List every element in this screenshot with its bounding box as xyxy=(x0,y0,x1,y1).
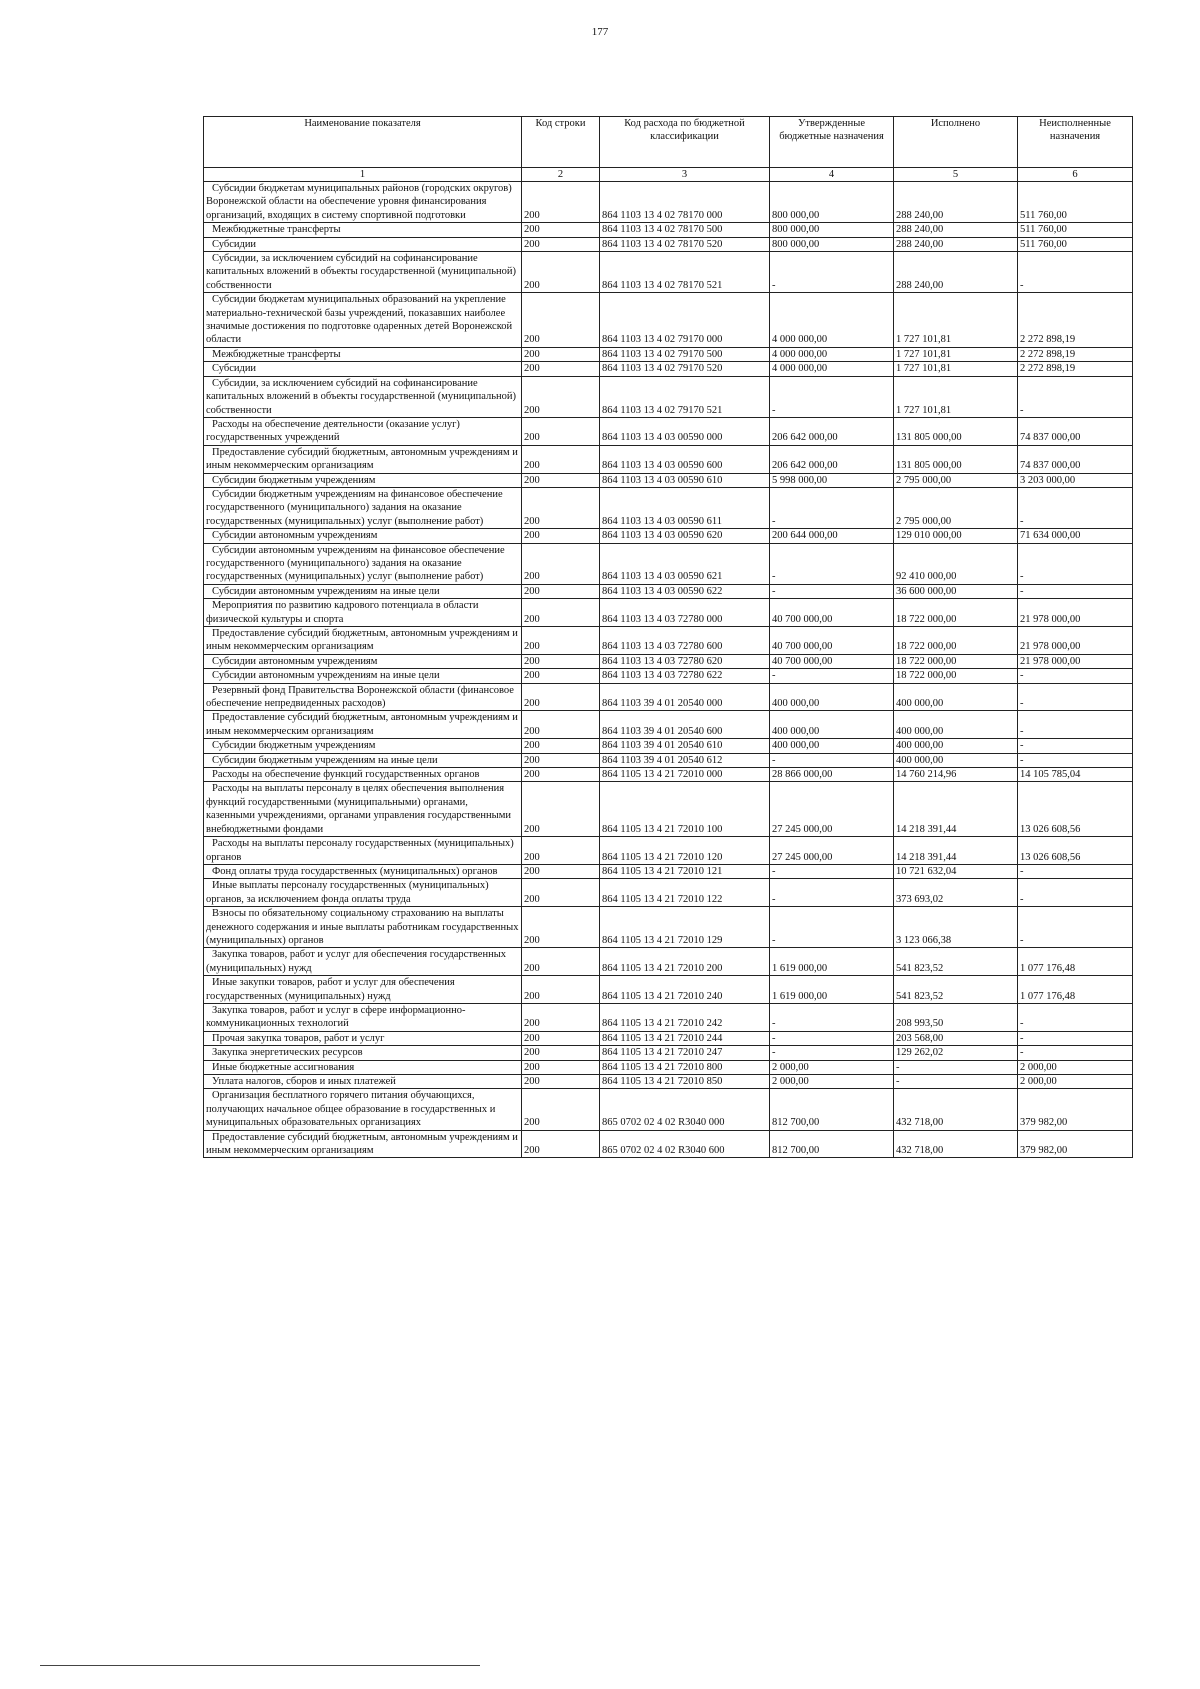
executed-amount-cell: 288 240,00 xyxy=(894,223,1018,237)
unexecuted-amount-cell: 3 203 000,00 xyxy=(1018,473,1133,487)
approved-amount-cell: - xyxy=(770,753,894,767)
expense-code-cell: 864 1105 13 4 21 72010 850 xyxy=(600,1075,770,1089)
executed-amount-cell: 14 760 214,96 xyxy=(894,768,1018,782)
table-row xyxy=(204,376,1133,417)
table-row xyxy=(204,237,1133,251)
approved-amount-cell: 812 700,00 xyxy=(770,1089,894,1130)
executed-amount-cell: - xyxy=(894,1075,1018,1089)
approved-amount-cell: 400 000,00 xyxy=(770,739,894,753)
line-code-cell: 200 xyxy=(522,584,600,598)
executed-amount-cell: 432 718,00 xyxy=(894,1130,1018,1158)
expense-code-cell: 864 1103 39 4 01 20540 610 xyxy=(600,739,770,753)
line-code-cell: 200 xyxy=(522,293,600,348)
unexecuted-amount-cell: - xyxy=(1018,584,1133,598)
unexecuted-amount-cell: - xyxy=(1018,376,1133,417)
indicator-name-cell: Расходы на выплаты персоналу в целях обеспечения выполнения функций государственными (муниципальными) органами, казенными учреждениями, органами управления государственными внебюджетными фондами xyxy=(204,782,522,837)
expense-code-cell: 864 1105 13 4 21 72010 121 xyxy=(600,864,770,878)
executed-amount-cell: 373 693,02 xyxy=(894,879,1018,907)
table-row xyxy=(204,417,1133,445)
column-number: 4 xyxy=(770,168,894,182)
line-code-cell: 200 xyxy=(522,529,600,543)
unexecuted-amount-cell: 1 077 176,48 xyxy=(1018,976,1133,1004)
expense-code-cell: 864 1105 13 4 21 72010 100 xyxy=(600,782,770,837)
approved-amount-cell: 27 245 000,00 xyxy=(770,837,894,865)
line-code-cell: 200 xyxy=(522,711,600,739)
approved-amount-cell: 200 644 000,00 xyxy=(770,529,894,543)
table-row xyxy=(204,1089,1133,1130)
expense-code-cell: 864 1103 13 4 03 72780 622 xyxy=(600,669,770,683)
table-row xyxy=(204,1003,1133,1031)
line-code-cell: 200 xyxy=(522,768,600,782)
approved-amount-cell: - xyxy=(770,487,894,528)
executed-amount-cell: 18 722 000,00 xyxy=(894,654,1018,668)
approved-amount-cell: 4 000 000,00 xyxy=(770,347,894,361)
line-code-cell: 200 xyxy=(522,362,600,376)
indicator-name-cell: Субсидии xyxy=(204,237,522,251)
line-code-cell: 200 xyxy=(522,654,600,668)
table-row xyxy=(204,782,1133,837)
unexecuted-amount-cell: 2 272 898,19 xyxy=(1018,362,1133,376)
indicator-name-cell: Уплата налогов, сборов и иных платежей xyxy=(204,1075,522,1089)
line-code-cell: 200 xyxy=(522,1046,600,1060)
approved-amount-cell: 2 000,00 xyxy=(770,1060,894,1074)
indicator-name-cell: Прочая закупка товаров, работ и услуг xyxy=(204,1031,522,1045)
table-row xyxy=(204,445,1133,473)
header-expense-code: Код расхода по бюджетной классификации xyxy=(600,117,770,168)
column-number: 6 xyxy=(1018,168,1133,182)
indicator-name-cell: Иные выплаты персоналу государственных (муниципальных) органов, за исключением фонда оплаты труда xyxy=(204,879,522,907)
executed-amount-cell: 2 795 000,00 xyxy=(894,473,1018,487)
unexecuted-amount-cell: - xyxy=(1018,543,1133,584)
executed-amount-cell: 129 010 000,00 xyxy=(894,529,1018,543)
table-row xyxy=(204,473,1133,487)
indicator-name-cell: Межбюджетные трансферты xyxy=(204,347,522,361)
unexecuted-amount-cell: - xyxy=(1018,1031,1133,1045)
approved-amount-cell: - xyxy=(770,584,894,598)
expense-code-cell: 864 1103 13 4 02 78170 520 xyxy=(600,237,770,251)
approved-amount-cell: 40 700 000,00 xyxy=(770,599,894,627)
executed-amount-cell: 400 000,00 xyxy=(894,739,1018,753)
indicator-name-cell: Иные закупки товаров, работ и услуг для обеспечения государственных (муниципальных) нужд xyxy=(204,976,522,1004)
approved-amount-cell: - xyxy=(770,864,894,878)
approved-amount-cell: 800 000,00 xyxy=(770,237,894,251)
line-code-cell: 200 xyxy=(522,669,600,683)
line-code-cell: 200 xyxy=(522,1130,600,1158)
unexecuted-amount-cell: - xyxy=(1018,1046,1133,1060)
indicator-name-cell: Субсидии автономным учреждениям на иные цели xyxy=(204,584,522,598)
expense-code-cell: 864 1105 13 4 21 72010 244 xyxy=(600,1031,770,1045)
budget-execution-table xyxy=(203,116,1133,1158)
approved-amount-cell: 40 700 000,00 xyxy=(770,627,894,655)
expense-code-cell: 864 1103 39 4 01 20540 000 xyxy=(600,683,770,711)
unexecuted-amount-cell: - xyxy=(1018,907,1133,948)
table-row xyxy=(204,837,1133,865)
expense-code-cell: 864 1105 13 4 21 72010 242 xyxy=(600,1003,770,1031)
executed-amount-cell: 288 240,00 xyxy=(894,252,1018,293)
unexecuted-amount-cell: 379 982,00 xyxy=(1018,1130,1133,1158)
unexecuted-amount-cell: 13 026 608,56 xyxy=(1018,837,1133,865)
indicator-name-cell: Предоставление субсидий бюджетным, автономным учреждениям и иным некоммерческим организациям xyxy=(204,445,522,473)
unexecuted-amount-cell: - xyxy=(1018,711,1133,739)
line-code-cell: 200 xyxy=(522,237,600,251)
indicator-name-cell: Закупка товаров, работ и услуг для обеспечения государственных (муниципальных) нужд xyxy=(204,948,522,976)
table-row xyxy=(204,654,1133,668)
unexecuted-amount-cell: 2 272 898,19 xyxy=(1018,293,1133,348)
executed-amount-cell: 400 000,00 xyxy=(894,753,1018,767)
expense-code-cell: 864 1103 13 4 02 78170 500 xyxy=(600,223,770,237)
expense-code-cell: 864 1103 13 4 03 00590 000 xyxy=(600,417,770,445)
expense-code-cell: 864 1103 13 4 02 78170 521 xyxy=(600,252,770,293)
unexecuted-amount-cell: - xyxy=(1018,739,1133,753)
indicator-name-cell: Расходы на обеспечение деятельности (оказание услуг) государственных учреждений xyxy=(204,417,522,445)
line-code-cell: 200 xyxy=(522,1060,600,1074)
executed-amount-cell: 10 721 632,04 xyxy=(894,864,1018,878)
approved-amount-cell: 400 000,00 xyxy=(770,711,894,739)
indicator-name-cell: Резервный фонд Правительства Воронежской области (финансовое обеспечение непредвиденных расходов) xyxy=(204,683,522,711)
indicator-name-cell: Организация бесплатного горячего питания обучающихся, получающих начальное общее образование в государственных и муниципальных образовательных организациях xyxy=(204,1089,522,1130)
executed-amount-cell: 541 823,52 xyxy=(894,948,1018,976)
table-row xyxy=(204,683,1133,711)
expense-code-cell: 864 1105 13 4 21 72010 122 xyxy=(600,879,770,907)
table-row xyxy=(204,627,1133,655)
unexecuted-amount-cell: 1 077 176,48 xyxy=(1018,948,1133,976)
table-row xyxy=(204,1060,1133,1074)
executed-amount-cell: 14 218 391,44 xyxy=(894,837,1018,865)
expense-code-cell: 864 1103 13 4 02 78170 000 xyxy=(600,182,770,223)
approved-amount-cell: - xyxy=(770,879,894,907)
indicator-name-cell: Взносы по обязательному социальному страхованию на выплаты денежного содержания и иные выплаты работникам государственных (муниципальных) органов xyxy=(204,907,522,948)
indicator-name-cell: Субсидии, за исключением субсидий на софинансирование капитальных вложений в объекты государственной (муниципальной) собственности xyxy=(204,376,522,417)
table-row xyxy=(204,584,1133,598)
indicator-name-cell: Субсидии, за исключением субсидий на софинансирование капитальных вложений в объекты государственной (муниципальной) собственности xyxy=(204,252,522,293)
unexecuted-amount-cell: - xyxy=(1018,683,1133,711)
executed-amount-cell: 18 722 000,00 xyxy=(894,669,1018,683)
unexecuted-amount-cell: 71 634 000,00 xyxy=(1018,529,1133,543)
indicator-name-cell: Субсидии автономным учреждениям xyxy=(204,529,522,543)
approved-amount-cell: - xyxy=(770,669,894,683)
expense-code-cell: 864 1105 13 4 21 72010 200 xyxy=(600,948,770,976)
indicator-name-cell: Фонд оплаты труда государственных (муниципальных) органов xyxy=(204,864,522,878)
line-code-cell: 200 xyxy=(522,543,600,584)
approved-amount-cell: 1 619 000,00 xyxy=(770,976,894,1004)
line-code-cell: 200 xyxy=(522,879,600,907)
table-header-row xyxy=(204,117,1133,168)
approved-amount-cell: 400 000,00 xyxy=(770,683,894,711)
approved-amount-cell: - xyxy=(770,376,894,417)
table-row xyxy=(204,1075,1133,1089)
expense-code-cell: 864 1103 13 4 03 72780 000 xyxy=(600,599,770,627)
executed-amount-cell: 1 727 101,81 xyxy=(894,293,1018,348)
expense-code-cell: 865 0702 02 4 02 R3040 000 xyxy=(600,1089,770,1130)
executed-amount-cell: 18 722 000,00 xyxy=(894,627,1018,655)
indicator-name-cell: Субсидии xyxy=(204,362,522,376)
line-code-cell: 200 xyxy=(522,739,600,753)
line-code-cell: 200 xyxy=(522,837,600,865)
expense-code-cell: 864 1103 13 4 02 79170 500 xyxy=(600,347,770,361)
header-executed: Исполнено xyxy=(894,117,1018,168)
indicator-name-cell: Закупка энергетических ресурсов xyxy=(204,1046,522,1060)
table-row xyxy=(204,768,1133,782)
approved-amount-cell: - xyxy=(770,1031,894,1045)
executed-amount-cell: 131 805 000,00 xyxy=(894,445,1018,473)
line-code-cell: 200 xyxy=(522,753,600,767)
column-number: 1 xyxy=(204,168,522,182)
table-row xyxy=(204,347,1133,361)
expense-code-cell: 864 1103 13 4 03 00590 610 xyxy=(600,473,770,487)
executed-amount-cell: 400 000,00 xyxy=(894,683,1018,711)
executed-amount-cell: 1 727 101,81 xyxy=(894,347,1018,361)
indicator-name-cell: Предоставление субсидий бюджетным, автономным учреждениям и иным некоммерческим организациям xyxy=(204,627,522,655)
approved-amount-cell: 4 000 000,00 xyxy=(770,362,894,376)
expense-code-cell: 864 1105 13 4 21 72010 247 xyxy=(600,1046,770,1060)
indicator-name-cell: Субсидии бюджетным учреждениям xyxy=(204,739,522,753)
indicator-name-cell: Субсидии автономным учреждениям xyxy=(204,654,522,668)
column-number: 5 xyxy=(894,168,1018,182)
indicator-name-cell: Субсидии автономным учреждениям на финансовое обеспечение государственного (муниципального) задания на оказание государственных (муниципальных) услуг (выполнение работ) xyxy=(204,543,522,584)
expense-code-cell: 864 1103 13 4 02 79170 000 xyxy=(600,293,770,348)
expense-code-cell: 864 1105 13 4 21 72010 120 xyxy=(600,837,770,865)
indicator-name-cell: Расходы на обеспечение функций государственных органов xyxy=(204,768,522,782)
header-approved: Утвержденные бюджетные назначения xyxy=(770,117,894,168)
indicator-name-cell: Субсидии бюджетным учреждениям на иные цели xyxy=(204,753,522,767)
table-row xyxy=(204,907,1133,948)
unexecuted-amount-cell: 21 978 000,00 xyxy=(1018,654,1133,668)
expense-code-cell: 864 1103 13 4 03 00590 621 xyxy=(600,543,770,584)
executed-amount-cell: 400 000,00 xyxy=(894,711,1018,739)
line-code-cell: 200 xyxy=(522,683,600,711)
indicator-name-cell: Предоставление субсидий бюджетным, автономным учреждениям и иным некоммерческим организациям xyxy=(204,1130,522,1158)
unexecuted-amount-cell: - xyxy=(1018,487,1133,528)
line-code-cell: 200 xyxy=(522,473,600,487)
approved-amount-cell: - xyxy=(770,1003,894,1031)
indicator-name-cell: Субсидии бюджетным учреждениям на финансовое обеспечение государственного (муниципального) задания на оказание государственных (муниципальных) услуг (выполнение работ) xyxy=(204,487,522,528)
approved-amount-cell: 800 000,00 xyxy=(770,182,894,223)
expense-code-cell: 864 1105 13 4 21 72010 129 xyxy=(600,907,770,948)
table-row xyxy=(204,362,1133,376)
line-code-cell: 200 xyxy=(522,487,600,528)
executed-amount-cell: - xyxy=(894,1060,1018,1074)
table-row xyxy=(204,1130,1133,1158)
unexecuted-amount-cell: - xyxy=(1018,864,1133,878)
unexecuted-amount-cell: 14 105 785,04 xyxy=(1018,768,1133,782)
unexecuted-amount-cell: - xyxy=(1018,669,1133,683)
line-code-cell: 200 xyxy=(522,782,600,837)
approved-amount-cell: 206 642 000,00 xyxy=(770,445,894,473)
line-code-cell: 200 xyxy=(522,182,600,223)
table-row xyxy=(204,529,1133,543)
table-row xyxy=(204,487,1133,528)
executed-amount-cell: 14 218 391,44 xyxy=(894,782,1018,837)
indicator-name-cell: Иные бюджетные ассигнования xyxy=(204,1060,522,1074)
table-row xyxy=(204,252,1133,293)
table-row xyxy=(204,864,1133,878)
table-row xyxy=(204,223,1133,237)
column-number: 2 xyxy=(522,168,600,182)
indicator-name-cell: Субсидии автономным учреждениям на иные цели xyxy=(204,669,522,683)
line-code-cell: 200 xyxy=(522,376,600,417)
executed-amount-cell: 432 718,00 xyxy=(894,1089,1018,1130)
line-code-cell: 200 xyxy=(522,223,600,237)
table-row xyxy=(204,543,1133,584)
unexecuted-amount-cell: 21 978 000,00 xyxy=(1018,599,1133,627)
unexecuted-amount-cell: 2 000,00 xyxy=(1018,1075,1133,1089)
approved-amount-cell: 1 619 000,00 xyxy=(770,948,894,976)
approved-amount-cell: - xyxy=(770,1046,894,1060)
executed-amount-cell: 131 805 000,00 xyxy=(894,417,1018,445)
approved-amount-cell: 40 700 000,00 xyxy=(770,654,894,668)
unexecuted-amount-cell: - xyxy=(1018,753,1133,767)
table-row xyxy=(204,753,1133,767)
line-code-cell: 200 xyxy=(522,417,600,445)
table-row xyxy=(204,879,1133,907)
executed-amount-cell: 288 240,00 xyxy=(894,237,1018,251)
unexecuted-amount-cell: 74 837 000,00 xyxy=(1018,445,1133,473)
indicator-name-cell: Межбюджетные трансферты xyxy=(204,223,522,237)
unexecuted-amount-cell: 511 760,00 xyxy=(1018,223,1133,237)
approved-amount-cell: 4 000 000,00 xyxy=(770,293,894,348)
approved-amount-cell: 800 000,00 xyxy=(770,223,894,237)
approved-amount-cell: 28 866 000,00 xyxy=(770,768,894,782)
unexecuted-amount-cell: - xyxy=(1018,252,1133,293)
executed-amount-cell: 3 123 066,38 xyxy=(894,907,1018,948)
line-code-cell: 200 xyxy=(522,1075,600,1089)
line-code-cell: 200 xyxy=(522,627,600,655)
approved-amount-cell: - xyxy=(770,543,894,584)
approved-amount-cell: - xyxy=(770,252,894,293)
line-code-cell: 200 xyxy=(522,864,600,878)
unexecuted-amount-cell: 21 978 000,00 xyxy=(1018,627,1133,655)
indicator-name-cell: Субсидии бюджетным учреждениям xyxy=(204,473,522,487)
executed-amount-cell: 18 722 000,00 xyxy=(894,599,1018,627)
expense-code-cell: 865 0702 02 4 02 R3040 600 xyxy=(600,1130,770,1158)
header-line-code: Код строки xyxy=(522,117,600,168)
line-code-cell: 200 xyxy=(522,907,600,948)
line-code-cell: 200 xyxy=(522,948,600,976)
unexecuted-amount-cell: 379 982,00 xyxy=(1018,1089,1133,1130)
unexecuted-amount-cell: 13 026 608,56 xyxy=(1018,782,1133,837)
indicator-name-cell: Субсидии бюджетам муниципальных образований на укрепление материально-технической базы учреждений, показавших наиболее значимые достижения по подготовке одаренных детей Воронежской области xyxy=(204,293,522,348)
expense-code-cell: 864 1103 13 4 03 00590 620 xyxy=(600,529,770,543)
column-number-row xyxy=(204,168,1133,182)
table-row xyxy=(204,293,1133,348)
expense-code-cell: 864 1105 13 4 21 72010 240 xyxy=(600,976,770,1004)
line-code-cell: 200 xyxy=(522,976,600,1004)
table-row xyxy=(204,182,1133,223)
executed-amount-cell: 92 410 000,00 xyxy=(894,543,1018,584)
expense-code-cell: 864 1103 13 4 03 00590 600 xyxy=(600,445,770,473)
unexecuted-amount-cell: 511 760,00 xyxy=(1018,182,1133,223)
approved-amount-cell: 206 642 000,00 xyxy=(770,417,894,445)
indicator-name-cell: Субсидии бюджетам муниципальных районов (городских округов) Воронежской области на обеспечение уровня финансирования организаций, входящих в систему спортивной подготовки xyxy=(204,182,522,223)
table-row xyxy=(204,711,1133,739)
table-row xyxy=(204,948,1133,976)
table-row xyxy=(204,1031,1133,1045)
approved-amount-cell: 812 700,00 xyxy=(770,1130,894,1158)
executed-amount-cell: 541 823,52 xyxy=(894,976,1018,1004)
header-unexecuted: Неисполненные назначения xyxy=(1018,117,1133,168)
indicator-name-cell: Расходы на выплаты персоналу государственных (муниципальных) органов xyxy=(204,837,522,865)
line-code-cell: 200 xyxy=(522,347,600,361)
executed-amount-cell: 208 993,50 xyxy=(894,1003,1018,1031)
table-row xyxy=(204,669,1133,683)
approved-amount-cell: - xyxy=(770,907,894,948)
table-row xyxy=(204,976,1133,1004)
line-code-cell: 200 xyxy=(522,599,600,627)
approved-amount-cell: 5 998 000,00 xyxy=(770,473,894,487)
expense-code-cell: 864 1105 13 4 21 72010 000 xyxy=(600,768,770,782)
executed-amount-cell: 36 600 000,00 xyxy=(894,584,1018,598)
table-row xyxy=(204,739,1133,753)
unexecuted-amount-cell: - xyxy=(1018,1003,1133,1031)
executed-amount-cell: 1 727 101,81 xyxy=(894,376,1018,417)
expense-code-cell: 864 1103 13 4 03 00590 622 xyxy=(600,584,770,598)
executed-amount-cell: 2 795 000,00 xyxy=(894,487,1018,528)
line-code-cell: 200 xyxy=(522,1031,600,1045)
expense-code-cell: 864 1103 39 4 01 20540 600 xyxy=(600,711,770,739)
expense-code-cell: 864 1103 13 4 03 72780 600 xyxy=(600,627,770,655)
table-row xyxy=(204,599,1133,627)
expense-code-cell: 864 1103 39 4 01 20540 612 xyxy=(600,753,770,767)
unexecuted-amount-cell: 74 837 000,00 xyxy=(1018,417,1133,445)
line-code-cell: 200 xyxy=(522,1089,600,1130)
expense-code-cell: 864 1103 13 4 02 79170 520 xyxy=(600,362,770,376)
approved-amount-cell: 27 245 000,00 xyxy=(770,782,894,837)
unexecuted-amount-cell: 511 760,00 xyxy=(1018,237,1133,251)
expense-code-cell: 864 1105 13 4 21 72010 800 xyxy=(600,1060,770,1074)
indicator-name-cell: Закупка товаров, работ и услуг в сфере информационно-коммуникационных технологий xyxy=(204,1003,522,1031)
table-row xyxy=(204,1046,1133,1060)
indicator-name-cell: Предоставление субсидий бюджетным, автономным учреждениям и иным некоммерческим организациям xyxy=(204,711,522,739)
header-indicator-name: Наименование показателя xyxy=(204,117,522,168)
unexecuted-amount-cell: 2 000,00 xyxy=(1018,1060,1133,1074)
expense-code-cell: 864 1103 13 4 02 79170 521 xyxy=(600,376,770,417)
executed-amount-cell: 1 727 101,81 xyxy=(894,362,1018,376)
executed-amount-cell: 288 240,00 xyxy=(894,182,1018,223)
expense-code-cell: 864 1103 13 4 03 72780 620 xyxy=(600,654,770,668)
unexecuted-amount-cell: - xyxy=(1018,879,1133,907)
footer-divider xyxy=(40,1665,480,1666)
column-number: 3 xyxy=(600,168,770,182)
expense-code-cell: 864 1103 13 4 03 00590 611 xyxy=(600,487,770,528)
line-code-cell: 200 xyxy=(522,252,600,293)
page-number: 177 xyxy=(591,26,609,38)
unexecuted-amount-cell: 2 272 898,19 xyxy=(1018,347,1133,361)
executed-amount-cell: 203 568,00 xyxy=(894,1031,1018,1045)
indicator-name-cell: Мероприятия по развитию кадрового потенциала в области физической культуры и спорта xyxy=(204,599,522,627)
approved-amount-cell: 2 000,00 xyxy=(770,1075,894,1089)
line-code-cell: 200 xyxy=(522,1003,600,1031)
executed-amount-cell: 129 262,02 xyxy=(894,1046,1018,1060)
line-code-cell: 200 xyxy=(522,445,600,473)
